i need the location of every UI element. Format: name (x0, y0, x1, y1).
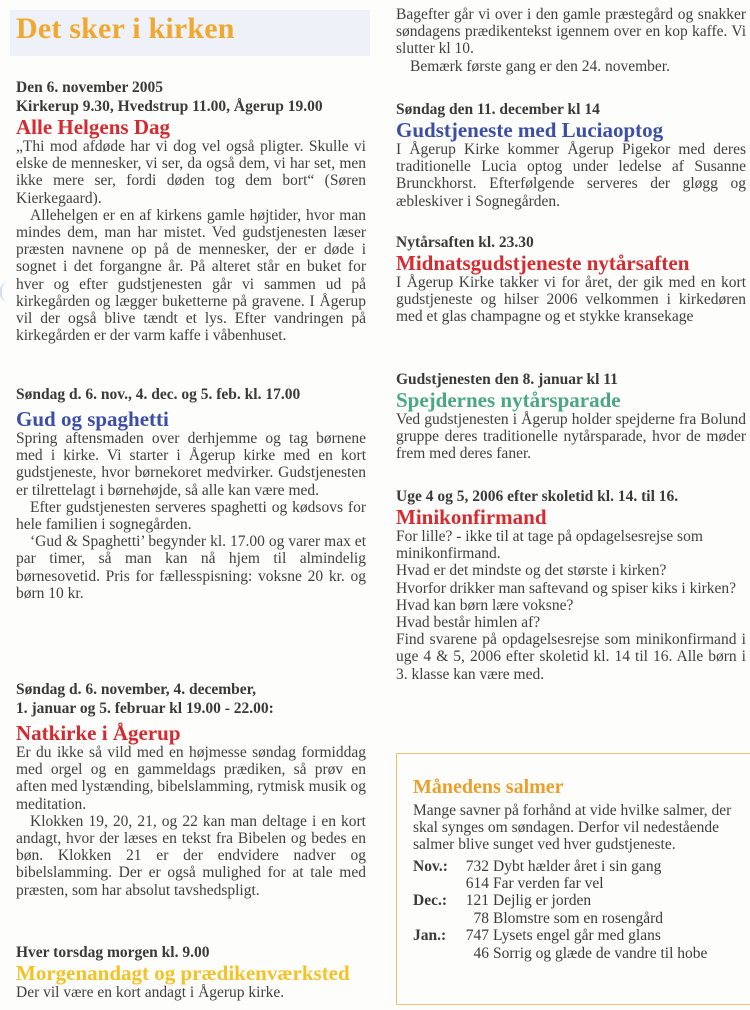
event-meta: Nytårsaften kl. 23.30 (396, 234, 534, 251)
event-body (16, 744, 366, 899)
continuation-text (396, 6, 746, 75)
hymn-row (413, 945, 749, 962)
paragraph: ‘Gud & Spaghetti’ begynder kl. 17.00 og varer max et par timer, så man kan nå hjem til almindelig børnesovetid. Pris for fællesspisning: voksne 20 kr. og børn 10 kr. (16, 533, 366, 602)
event-title: Morgenandagt og prædikenværksted (16, 961, 350, 985)
hymn-month (413, 910, 461, 927)
hymn-title: Lysets engel går med glans (493, 927, 661, 945)
paragraph: „Thi mod afdøde har vi dog vel også pligter. Skulle vi elske de mennesker, vi ser, da også dem, vi har set, men ikke mere ser, fordi døden tog dem bort“ (Søren Kierkegaard). (16, 138, 366, 207)
paragraph: Bagefter går vi over i den gamle præstegård og snakker søndagens prædikentekst igennem over en kop kaffe. Vi slutter kl 10. (396, 6, 746, 58)
hymn-row (413, 910, 749, 927)
event-body (396, 6, 746, 75)
paragraph: Bemærk første gang er den 24. november. (410, 57, 670, 75)
decorative-mark (0, 282, 8, 302)
hymns-title: Månedens salmer (413, 776, 564, 798)
hymn-number: 46 (473, 944, 489, 962)
paragraph: Klokken 19, 20, 21, og 22 kan man deltage i en kort andagt, hvor der læses en tekst fra Bibelen og bedes en bøn. Klokken 21 er der endvidere nadver og bibelslamming. Der er også mulighed for at tale med præsten, som har absolut tavshedspligt. (16, 812, 366, 899)
hymn-month: Nov.: (413, 857, 448, 875)
event-natkirke (16, 680, 366, 899)
hymn-row (413, 875, 749, 892)
event-title: Gudstjeneste med Luciaoptog (396, 118, 664, 142)
event-body (396, 274, 746, 326)
paragraph: Hvad kan børn lære voksne? (396, 596, 574, 614)
paragraph: Hvad består himlen af? (396, 614, 541, 632)
event-title: Natkirke i Ågerup (16, 721, 181, 745)
paragraph: Allehelgen er en af kirkens gamle højtider, hvor man mindes dem, man har mistet. Ved gudstjenesten læser præsten navnene op på de mennesker, der er døde i sognet i det forgangne år. På alteret står en buket for hver og efter gudstjenesten går vi sammen ud på kirkegården og lægger buketterne på gravene. I Ågerup vil der også blive tændt et lys. Efter vandringen på kirkegården er der varm kaffe i våbenhuset. (16, 206, 366, 345)
hymn-title: Blomstre som en rosengård (493, 909, 664, 927)
event-meta: Gudstjenesten den 8. januar kl 11 (396, 371, 618, 388)
hymns-content (413, 776, 749, 962)
event-title: Spejdernes nytårsparade (396, 388, 621, 412)
event-alle-helgens-dag (16, 78, 366, 344)
event-meta: Søndag d. 6. nov., 4. dec. og 5. feb. kl. 17.00 (16, 386, 301, 403)
paragraph: Er du ikke så vild med en højmesse søndag formiddag med orgel og en gammeldags prædiken, så prøv en aften med lystænding, bibelslamming, rytmisk musik og meditation. (16, 744, 366, 813)
paragraph: Der vil være en kort andagt i Ågerup kirke. (16, 984, 285, 1001)
hymns-list (413, 858, 749, 962)
paragraph: Hvad er det mindste og det største i kirken? (396, 562, 667, 580)
hymn-title: Sorrig og glæde de vandre til hobe (493, 944, 708, 962)
event-gud-og-spaghetti (16, 385, 366, 602)
paragraph: I Ågerup Kirke takker vi for året, der gik med en kort gudstjeneste og hilser 2006 velkommen i kirkedøren med et glas champagne og et stykke kransekage (396, 274, 746, 326)
event-meta: Hver torsdag morgen kl. 9.00 (16, 944, 210, 961)
hymn-row (413, 858, 749, 875)
hymn-number: 614 (465, 875, 489, 893)
hymn-number: 747 (465, 927, 489, 945)
event-title: Gud og spaghetti (16, 407, 169, 431)
event-title: Midnatsgudstjeneste nytårsaften (396, 251, 690, 275)
page-title: Det sker i kirken (16, 12, 235, 45)
hymn-month: Dec.: (413, 892, 447, 910)
event-morgenandagt (16, 943, 366, 1001)
paragraph: Ved gudstjenesten i Ågerup holder spejderne fra Bolund gruppe deres traditionelle nytårsparade, hvor de møder frem med deres faner. (396, 411, 746, 463)
event-body (396, 141, 746, 210)
hymn-title: Far verden far vel (493, 875, 604, 893)
paragraph: Efter gudstjenesten serveres spaghetti og kødsovs for hele familien i sognegården. (16, 498, 366, 534)
event-meta: Den 6. november 2005 (16, 79, 163, 96)
hymns-intro: Mange savner på forhånd at vide hvilke salmer, der skal synges om søndagen. Derfor vil nedestående salmer blive sunget ved hver gudstjeneste. (413, 802, 732, 854)
event-meta: Søndag den 11. december kl 14 (396, 101, 600, 118)
event-meta: Kirkerup 9.30, Hvedstrup 11.00, Ågerup 19.00 (16, 98, 323, 115)
event-title: Alle Helgens Dag (16, 115, 170, 139)
hymn-title: Dejlig er jorden (493, 892, 592, 910)
hymn-number: 121 (465, 892, 489, 910)
hymn-number: 732 (465, 857, 489, 875)
event-body (396, 411, 746, 463)
event-body (16, 138, 366, 344)
hymn-month (413, 875, 461, 892)
event-meta: Søndag d. 6. november, 4. december, (16, 681, 256, 698)
paragraph: For lille? - ikke til at tage på opdagelsesrejse som minikonfirmand. (396, 528, 703, 563)
event-body (396, 528, 746, 683)
event-luciaoptog (396, 100, 746, 210)
hymn-number: 78 (473, 909, 489, 927)
hymns-box (396, 753, 750, 1005)
hymn-title: Dybt hælder året i sin gang (493, 857, 662, 875)
event-title: Minikonfirmand (396, 505, 547, 529)
paragraph: I Ågerup Kirke kommer Ågerup Pigekor med deres traditionelle Lucia optog under ledelse af Susanne Brunckhorst. Efterfølgende serveres der gløgg og æbleskiver i Sognegården. (396, 141, 746, 210)
paragraph: Find svarene på opdagelsesrejse som minikonfirmand i uge 4 & 5, 2006 efter skoletid kl. 14 til 16. Alle børn i 3. klasse kan være med. (396, 631, 746, 683)
event-meta: Uge 4 og 5, 2006 efter skoletid kl. 14. til 16. (396, 488, 679, 505)
paragraph: Spring aftensmaden over derhjemme og tag børnene med i kirke. Vi starter i Ågerup kirke med en kort gudstjeneste, hvor børnekoret medvirker. Gudstjenesten er tilrettelagt i børnehøjde, så alle kan være med. (16, 430, 366, 499)
event-body (16, 430, 366, 602)
hymn-month (413, 945, 461, 962)
hymn-row (413, 927, 749, 944)
event-spejdernes-nytarsparade (396, 370, 746, 463)
event-midnatsgudstjeneste (396, 233, 746, 326)
event-minikonfirmand (396, 487, 746, 683)
event-body (16, 984, 366, 1001)
hymn-month: Jan.: (413, 927, 447, 945)
paragraph: Hvorfor drikker man saftevand og spiser kiks i kirken? (396, 579, 737, 597)
hymn-row (413, 892, 749, 909)
event-meta: 1. januar og 5. februar kl 19.00 - 22.00: (16, 700, 274, 717)
